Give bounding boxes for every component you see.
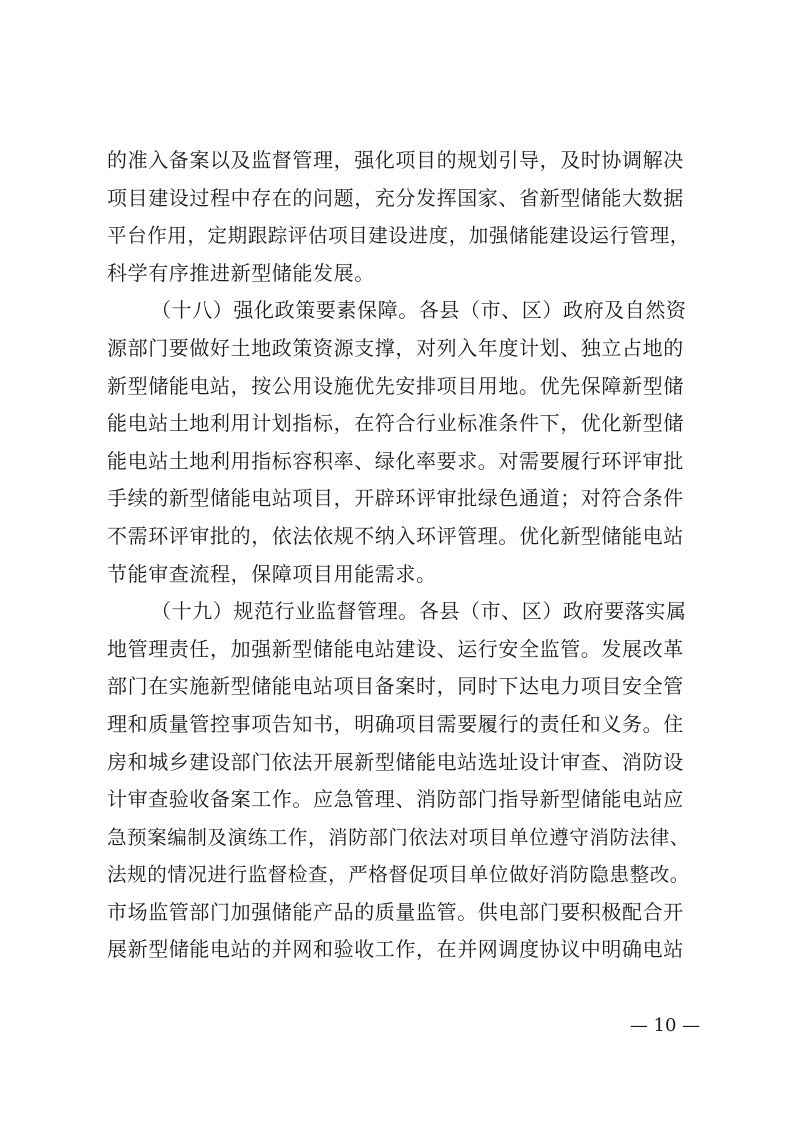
line-text: 。各县（市、区）政府要落实属: [398, 599, 687, 624]
text-line: [107, 480, 697, 518]
text-line: [107, 217, 697, 255]
text-line: [107, 142, 697, 180]
text-line: [107, 368, 697, 406]
text-line: [107, 255, 697, 293]
line-text: 地管理责任，加强新型储能电站建设、运行安全监管。发展改革: [107, 636, 684, 661]
line-text: 能电站土地利用计划指标，在符合行业标准条件下，优化新型储: [107, 411, 684, 436]
line-text: 理和质量管控事项告知书，明确项目需要履行的责任和义务。住: [107, 711, 684, 736]
line-text: 展新型储能电站的并网和验收工作，在并网调度协议中明确电站: [107, 937, 684, 962]
text-line: [107, 668, 697, 706]
line-text: 源部门要做好土地政策资源支撑，对列入年度计划、独立占地的: [107, 335, 684, 360]
text-line: [107, 931, 697, 969]
text-line: [107, 443, 697, 481]
text-line: [107, 706, 697, 744]
line-text: 。各县（市、区）政府及自然资: [398, 298, 687, 323]
text-line: [107, 819, 697, 857]
text-line: [107, 856, 697, 894]
section-18-first-line: [107, 292, 697, 330]
section-heading-18: （十八）强化政策要素保障: [151, 298, 399, 323]
line-text: 能电站土地利用指标容积率、绿化率要求。对需要履行环评审批: [107, 448, 684, 473]
section-19-first-line: [107, 593, 697, 631]
line-text: 手续的新型储能电站项目，开辟环评审批绿色通道；对符合条件: [107, 486, 684, 511]
line-text: 法规的情况进行监督检查，严格督促项目单位做好消防隐患整改。: [107, 863, 690, 887]
line-text: 项目建设过程中存在的问题，充分发挥国家、省新型储能大数据: [107, 185, 684, 210]
line-text: 新型储能电站，按公用设施优先安排项目用地。优先保障新型储: [107, 373, 684, 398]
line-text: 市场监管部门加强储能产品的质量监管。供电部门要积极配合开: [107, 899, 684, 924]
text-line: [107, 631, 697, 669]
text-line: [107, 556, 697, 594]
line-text: 平台作用，定期跟踪评估项目建设进度，加强储能建设运行管理，: [107, 224, 690, 248]
section-heading-19: （十九）规范行业监督管理: [151, 599, 399, 624]
line-text: 急预案编制及演练工作，消防部门依法对项目单位遵守消防法律、: [107, 825, 690, 849]
text-line: [107, 781, 697, 819]
text-line: [107, 518, 697, 556]
line-text: 的准入备案以及监督管理，强化项目的规划引导，及时协调解决: [107, 148, 684, 172]
line-text: 节能审查流程，保障项目用能需求。: [107, 561, 437, 586]
text-line: [107, 180, 697, 218]
line-text: 不需环评审批的，依法依规不纳入环评管理。优化新型储能电站: [107, 523, 684, 548]
text-line: [107, 405, 697, 443]
page-number: — 10 —: [629, 1015, 701, 1036]
line-text: 房和城乡建设部门依法开展新型储能电站选址设计审查、消防设: [107, 749, 684, 774]
body-text: [107, 142, 697, 969]
line-text: 科学有序推进新型储能发展。: [107, 260, 375, 285]
line-text: 计审查验收备案工作。应急管理、消防部门指导新型储能电站应: [107, 787, 684, 812]
text-line: [107, 330, 697, 368]
text-line: [107, 744, 697, 782]
line-text: 部门在实施新型储能电站项目备案时，同时下达电力项目安全管: [107, 674, 684, 699]
text-line: [107, 894, 697, 932]
